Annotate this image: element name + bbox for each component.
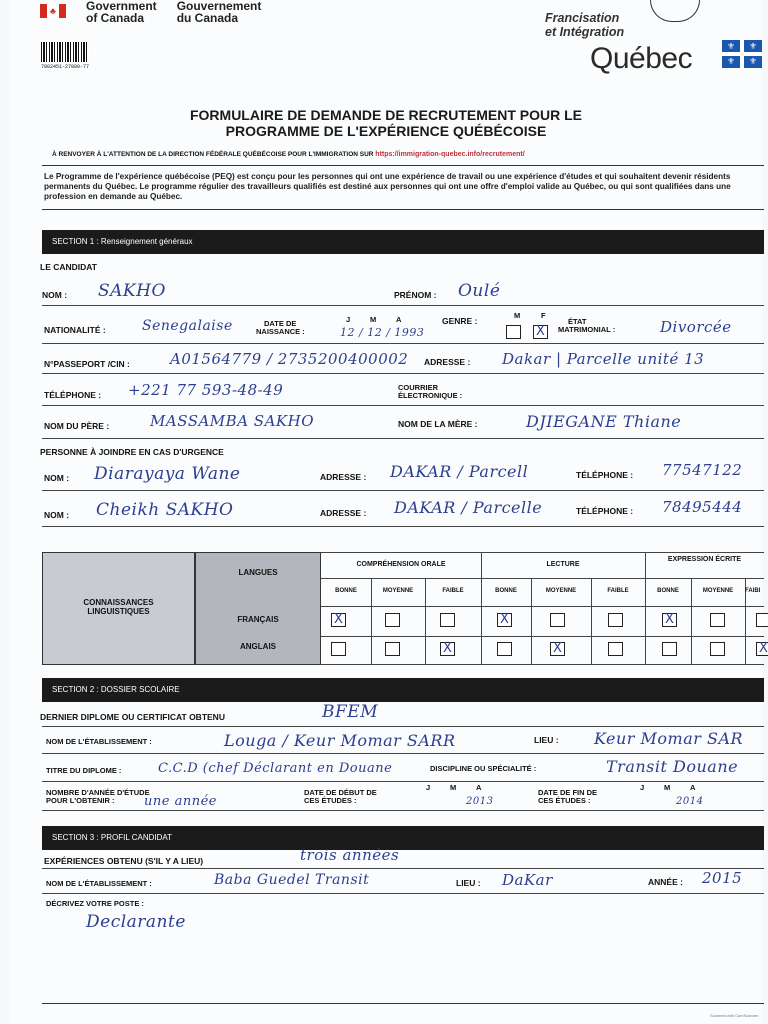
pen-doodle — [650, 0, 700, 22]
divider — [42, 165, 764, 166]
etablissement-value[interactable]: Louga / Keur Momar SARR — [224, 731, 456, 750]
prenom-label: PRÉNOM : — [394, 290, 437, 300]
annees-value[interactable]: une année — [144, 794, 217, 809]
quebec-flag-icon: ⚜ ⚜ ⚜ ⚜ — [722, 40, 762, 68]
nom-label: NOM : — [42, 290, 68, 300]
emergency1-nom-value[interactable]: Diarayaya Wane — [94, 464, 241, 484]
anglais-row-label: ANGLAIS — [240, 642, 276, 651]
language-skills-title: CONNAISSANCES LINGUISTIQUES — [83, 598, 154, 616]
etat-label: ÉTAT MATRIMONIAL : — [558, 317, 616, 334]
section2-header: SECTION 2 : DOSSIER SCOLAIRE — [42, 678, 764, 702]
langues-header: LANGUES — [238, 568, 278, 577]
emergency2-telephone-label: TÉLÉPHONE : — [576, 506, 634, 516]
prenom-value[interactable]: Oulé — [458, 281, 501, 301]
annees-label: NOMBRE D'ANNÉE D'ÉTUDE POUR L'OBTENIR : — [46, 788, 150, 805]
section3-header: SECTION 3 : PROFIL CANDIDAT — [42, 826, 764, 850]
annee-value[interactable]: 2015 — [702, 869, 743, 887]
courrier-label: COURRIER ÉLECTRONIQUE : — [398, 383, 463, 400]
nationalite-label: NATIONALITÉ : — [44, 325, 106, 335]
emergency2-adresse-label: ADRESSE : — [320, 508, 367, 518]
discipline-label: DISCIPLINE OU SPÉCIALITÉ : — [430, 764, 537, 773]
en-lecture-moyenne-checkbox[interactable]: X — [550, 642, 565, 656]
barcode — [41, 42, 89, 62]
title-line2: PROGRAMME DE L'EXPÉRIENCE QUÉBÉCOISE — [225, 123, 547, 139]
gov-fr-line1: Gouvernement — [176, 0, 262, 13]
etablissement-label: NOM DE L'ÉTABLISSEMENT : — [46, 737, 152, 746]
genre-f-checkbox[interactable]: X — [533, 325, 548, 339]
s3-etablissement-label: NOM DE L'ÉTABLISSEMENT : — [46, 879, 152, 888]
candidate-heading: LE CANDIDAT — [40, 262, 97, 272]
genre-m-checkbox[interactable] — [506, 325, 521, 339]
diplome-label: DERNIER DIPLOME OU CERTIFICAT OBTENU — [40, 712, 225, 722]
etat-value[interactable]: Divorcée — [660, 318, 732, 336]
emergency2-telephone-value[interactable]: 78495444 — [662, 498, 743, 516]
en-ecrite-moyenne-checkbox[interactable] — [710, 642, 725, 656]
language-table: CONNAISSANCES LINGUISTIQUES LANGUES FRANÇAIS ANGLAIS COMPRÉHENSION ORALE LECTURE EXPRESSION ÉCRITE BONNE MOYENNE FAIBLE BONNE MOYENNE FAIBLE BONNE MOYENNE FAIBI X X X X X X — [42, 552, 764, 665]
fr-oral-faible-checkbox[interactable] — [440, 613, 455, 627]
debut-value[interactable]: 2013 — [466, 796, 494, 807]
lieu-label: LIEU : — [534, 735, 559, 745]
annee-label: ANNÉE : — [648, 877, 683, 887]
passeport-label: N°PASSEPORT /CIN : — [44, 359, 130, 369]
fr-ecrite-bonne-checkbox[interactable]: X — [662, 613, 677, 627]
emergency-heading: PERSONNE À JOINDRE EN CAS D'URGENCE — [40, 447, 224, 457]
en-oral-faible-checkbox[interactable]: X — [440, 642, 455, 656]
send-instructions — [52, 151, 525, 158]
emergency2-nom-label: NOM : — [44, 510, 70, 520]
government-of-canada-header — [40, 0, 262, 25]
francisation-line1: Francisation — [545, 11, 620, 25]
en-ecrite-faible-checkbox[interactable]: X — [756, 642, 768, 656]
fr-oral-bonne-checkbox[interactable]: X — [331, 613, 346, 627]
en-lecture-bonne-checkbox[interactable] — [497, 642, 512, 656]
titre-label: TITRE DU DIPLOME : — [46, 766, 122, 775]
mere-value[interactable]: DJIEGANE Thiane — [526, 412, 682, 431]
fr-oral-moyenne-checkbox[interactable] — [385, 613, 400, 627]
gov-en-line1: Government — [86, 0, 157, 13]
francais-row-label: FRANÇAIS — [237, 615, 279, 624]
emergency1-telephone-label: TÉLÉPHONE : — [576, 470, 634, 480]
francisation-logo-text — [545, 11, 624, 39]
passeport-value[interactable]: A01564779 / 2735200400002 — [170, 350, 409, 368]
fin-label: DATE DE FIN DE CES ÉTUDES : — [538, 788, 598, 805]
scanner-watermark: Scanned with CamScanner — [710, 1013, 759, 1018]
form-title — [10, 107, 762, 139]
nom-value[interactable]: SAKHO — [98, 281, 166, 301]
en-ecrite-bonne-checkbox[interactable] — [662, 642, 677, 656]
genre-label: GENRE : — [442, 316, 478, 326]
gov-en-line2: of Canada — [86, 11, 145, 25]
fr-ecrite-moyenne-checkbox[interactable] — [710, 613, 725, 627]
emergency2-nom-value[interactable]: Cheikh SAKHO — [96, 500, 234, 520]
divider — [42, 209, 764, 210]
experiences-value[interactable]: trois années — [300, 846, 400, 864]
quebec-wordmark: Québec — [590, 42, 693, 75]
gov-fr-line2: du Canada — [176, 11, 239, 25]
debut-label: DATE DE DÉBUT DE CES ÉTUDES : — [304, 788, 377, 805]
emergency1-adresse-label: ADRESSE : — [320, 472, 367, 482]
en-oral-moyenne-checkbox[interactable] — [385, 642, 400, 656]
s3-lieu-value[interactable]: DaKar — [502, 871, 553, 889]
form-page: ♣ Government of Canada Gouvernement du Canada 7802451-27800-77 Francisation et Intégration Québec ⚜ ⚜ ⚜ ⚜ FORMULAIRE DE DEMANDE DE RECRUTEMENT POUR LE PROGRAMME DE L'EXPÉRIENCE QUÉBÉCOISE À RENVOYER À L'ATTENTION DE LA DIRECTION FÉDÉRALE QUÉBÉCOISE POUR L'IMMIGRATION SUR https://immigration-quebec.info/recrutement/ Le Programme de l'expérience québécoise (PEQ) est conçu pour les personnes qui ont une expérience de travail ou une expérience d'études et qui souhaitent devenir résidents permanents du Québec. Le programme régulier des travailleurs qualifiés est destiné aux personnes qui ont une offre d'emploi valide au Québec, ou qui sont qualifiées dans une profession en demande au Québec. SECTION 1 : Renseignement généraux LE CANDIDAT NOM : SAKHO PRÉNOM : Oulé NATIONALITÉ : Senegalaise DATE DE NAISSANCE : J M A 12 / 12 / 1993 GENRE : M F X ÉTAT MATRIMONIAL : Divorcée N°PASSEPORT /CIN : A01564779 / 2735200400002 ADRESSE : Dakar | Parcelle unité 13 TÉLÉPHONE : +221 77 593-48-49 COURRIER ÉLECTRONIQUE : NOM DU PÈRE : MASSAMBA SAKHO NOM DE LA MÈRE : DJIEGANE Thiane PERSONNE À JOINDRE EN CAS D'URGENCE NOM : Diarayaya Wane ADRESSE : DAKAR / Parcell TÉLÉPHONE : 77547122 NOM : Cheikh SAKHO ADRESSE : DAKAR / Parcelle TÉLÉPHONE : 78495444 CONNAISSANCES LINGUISTIQUES LANGUES FRANÇAIS ANGLAIS COMPRÉHENSION ORALE LECTURE EXPRESSION ÉCRITE BONNE MOYENNE FAIBLE BONNE MOYENNE FAIBLE BONNE MOYENNE FAIBI X X X X X X SECTION 2 : DOSSIER SCOLAIRE DERNIER DIPLOME OU CERTIFICAT OBTENU BFEM NOM DE L'ÉTABLISSEMENT : Louga / Keur Momar SARR LIEU : Keur Momar SAR TITRE DU DIPLOME : C.C.D (chef Déclarant en Douane DISCIPLINE OU SPÉCIALITÉ : Transit Douane NOMBRE D'ANNÉE D'ÉTUDE POUR L'OBTENIR : une année DATE DE DÉBUT DE CES ÉTUDES : J M A 2013 DATE DE FIN DE CES ÉTUDES : J M A 2014 SECTION 3 : PROFIL CANDIDAT EXPÉRIENCES OBTENU (S'IL Y A LIEU) trois années NOM DE L'ÉTABLISSEMENT : Baba Guedel Transit LIEU : DaKar ANNÉE : 2015 DÉCRIVEZ VOTRE POSTE : Declarante Scanned with CamScanner — [10, 0, 762, 1024]
recruitment-url-link[interactable]: https://immigration-quebec.info/recrutement/ — [375, 151, 525, 158]
pere-value[interactable]: MASSAMBA SAKHO — [150, 412, 314, 430]
emergency1-nom-label: NOM : — [44, 473, 70, 483]
nationalite-value[interactable]: Senegalaise — [142, 318, 233, 334]
lecture-header: LECTURE — [546, 561, 580, 568]
telephone-value[interactable]: +221 77 593-48-49 — [128, 381, 284, 399]
experiences-label: EXPÉRIENCES OBTENU (S'IL Y A LIEU) — [44, 856, 204, 866]
telephone-label: TÉLÉPHONE : — [44, 390, 102, 400]
barcode-number: 7802451-27800-77 — [41, 64, 90, 70]
titre-value[interactable]: C.C.D (chef Déclarant en Douane — [158, 761, 393, 776]
francisation-line2: et Intégration — [545, 25, 625, 39]
intro-paragraph: Le Programme de l'expérience québécoise (PEQ) est conçu pour les personnes qui ont une expérience de travail ou une expérience d'études et qui souhaitent devenir résidents permanents du Québec. Le programme régulier des travailleurs qualifiés est destiné aux personnes qui ont une offre d'emploi valide au Québec, ou qui sont qualifiées dans une profession en demande au Québec. — [44, 172, 731, 201]
section1-header: SECTION 1 : Renseignement généraux — [42, 230, 764, 254]
s3-lieu-label: LIEU : — [456, 878, 481, 888]
footer-divider — [42, 1003, 764, 1004]
adresse-label: ADRESSE : — [424, 357, 471, 367]
comprehension-orale-header: COMPRÉHENSION ORALE — [356, 561, 446, 568]
discipline-value[interactable]: Transit Douane — [606, 757, 739, 776]
fin-value[interactable]: 2014 — [676, 796, 704, 807]
lieu-value[interactable]: Keur Momar SAR — [594, 729, 744, 748]
diplome-value[interactable]: BFEM — [322, 702, 379, 722]
en-lecture-faible-checkbox[interactable] — [608, 642, 623, 656]
poste-value[interactable]: Declarante — [86, 912, 186, 932]
date-naissance-label: DATE DE NAISSANCE : — [256, 319, 305, 336]
fr-lecture-bonne-checkbox[interactable]: X — [497, 613, 512, 627]
date-naissance-value[interactable]: 12 / 12 / 1993 — [340, 326, 425, 339]
adresse-value[interactable]: Dakar | Parcelle unité 13 — [502, 350, 705, 368]
s3-etablissement-value[interactable]: Baba Guedel Transit — [214, 872, 370, 888]
emergency1-telephone-value[interactable]: 77547122 — [662, 461, 743, 479]
emergency1-adresse-value[interactable]: DAKAR / Parcell — [390, 462, 529, 481]
en-oral-bonne-checkbox[interactable] — [331, 642, 346, 656]
poste-label: DÉCRIVEZ VOTRE POSTE : — [46, 899, 144, 908]
fr-ecrite-faible-checkbox[interactable] — [756, 613, 768, 627]
fr-lecture-moyenne-checkbox[interactable] — [550, 613, 565, 627]
fr-lecture-faible-checkbox[interactable] — [608, 613, 623, 627]
send-text: À RENVOYER À L'ATTENTION DE LA DIRECTION FÉDÉRALE QUÉBÉCOISE POUR L'IMMIGRATION SUR — [52, 151, 374, 158]
title-line1: FORMULAIRE DE DEMANDE DE RECRUTEMENT POUR LE — [189, 107, 582, 123]
emergency2-adresse-value[interactable]: DAKAR / Parcelle — [394, 498, 543, 517]
mere-label: NOM DE LA MÈRE : — [398, 419, 478, 429]
canada-flag-icon: ♣ — [40, 4, 66, 18]
pere-label: NOM DU PÈRE : — [44, 421, 110, 431]
expression-ecrite-header: EXPRESSION ÉCRITE — [667, 556, 742, 563]
